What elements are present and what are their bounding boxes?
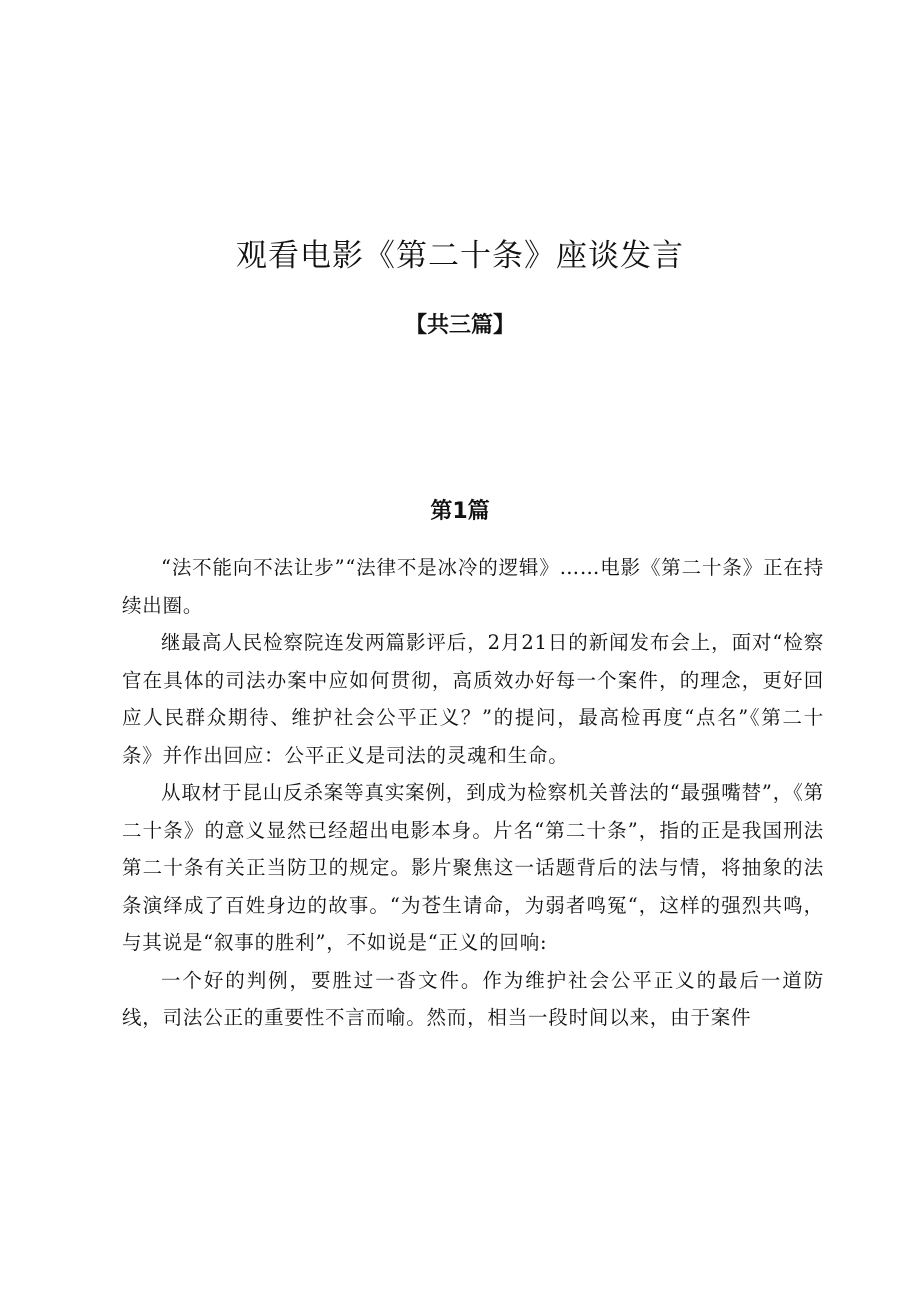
section-heading: 第1篇: [430, 499, 490, 525]
document-title: 观看电影《第二十条》座谈发言: [236, 237, 684, 274]
document-subtitle: 【共三篇】: [404, 313, 515, 338]
paragraph: 继最高人民检察院连发两篇影评后，2月21日的新闻发布会上，面对“检察官在具体的司法办案中应如何贯彻，高质效办好每一个案件，的理念，更好回应人民群众期待、维护社会公平正义？”的提问，最高检再度“点名”《第二十条》并作出回应：公平正义是司法的灵魂和生命。: [122, 631, 824, 767]
body-text: [122, 549, 824, 1037]
paragraph: “法不能向不法让步”“法律不是冰冷的逻辑》……电影《第二十条》正在持续出圈。: [122, 556, 824, 617]
paragraph: 从取材于昆山反杀案等真实案例，到成为检察机关普法的“最强嘴替”，《第二十条》的意义显然已经超出电影本身。片名“第二十条”，指的正是我国刑法第二十条有关正当防卫的规定。影片聚焦这一话题背后的法与情，将抽象的法条演绎成了百姓身边的故事。“为苍生请命，为弱者鸣冤“，这样的强烈共鸣，与其说是“叙事的胜利”，不如说是“正义的回响:: [122, 781, 824, 954]
paragraph: 一个好的判例，要胜过一沓文件。作为维护社会公平正义的最后一道防线，司法公正的重要性不言而喻。然而，相当一段时间以来，由于案件: [122, 968, 824, 1029]
